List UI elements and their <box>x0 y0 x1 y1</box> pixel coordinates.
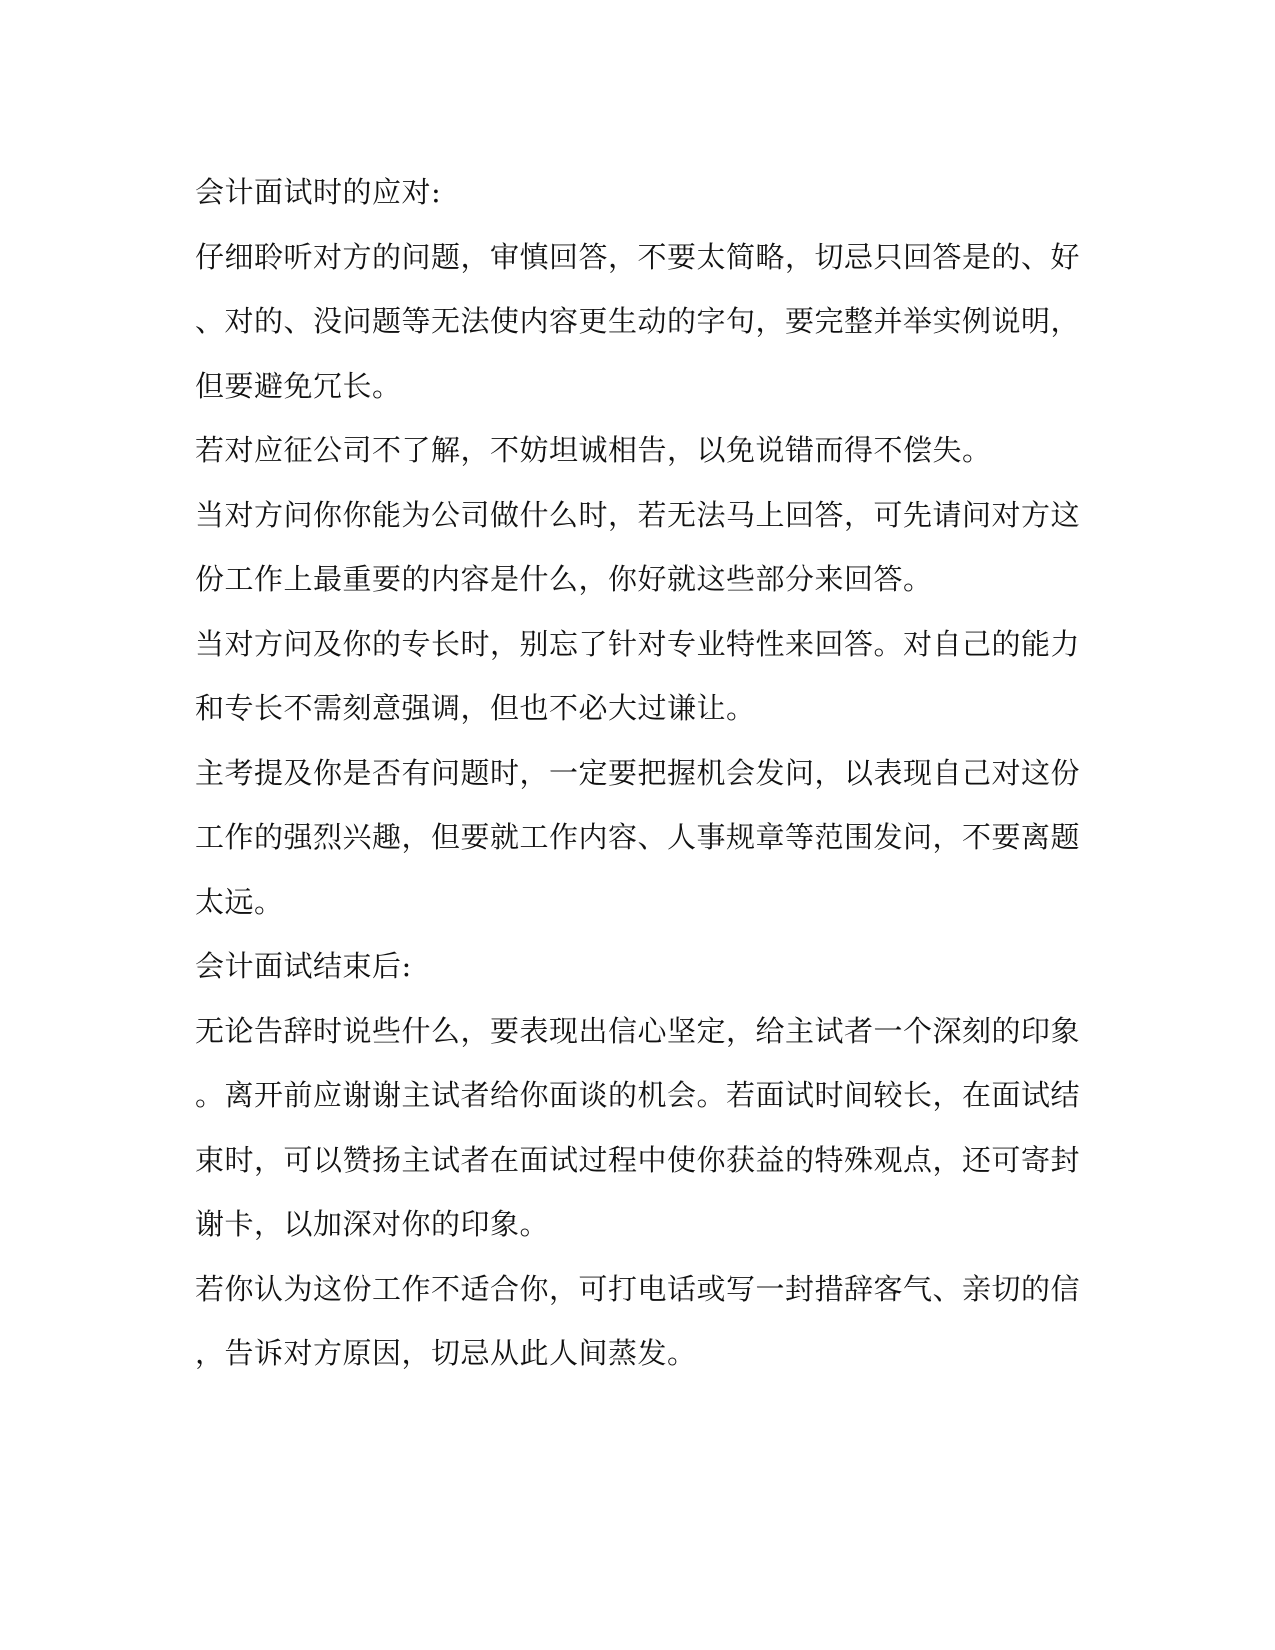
paragraph-line: 、对的、没问题等无法使内容更生动的字句，要完整并举实例说明， <box>195 304 1081 338</box>
paragraph-line: 份工作上最重要的内容是什么，你好就这些部分来回答。 <box>195 562 933 596</box>
paragraph-line: 太远。 <box>195 884 284 919</box>
paragraph-line: 仔细聆听对方的问题，审慎回答，不要太简略，切忌只回答是的、好 <box>195 239 1081 274</box>
paragraph-line: 无论告辞时说些什么，要表现出信心坚定，给主试者一个深刻的印象 <box>195 1013 1081 1048</box>
document-body <box>195 160 1081 1386</box>
paragraph-line: ，告诉对方原因，切忌从此人间蒸发。 <box>195 1336 697 1370</box>
paragraph-line: 当对方问及你的专长时，别忘了针对专业特性来回答。对自己的能力 <box>195 626 1081 661</box>
paragraph-line: 若对应征公司不了解，不妨坦诚相告，以免说错而得不偿失。 <box>195 433 992 467</box>
paragraph-line: 工作的强烈兴趣，但要就工作内容、人事规章等范围发问，不要离题 <box>195 820 1081 854</box>
section-heading-interview-response: 会计面试时的应对: <box>195 175 442 209</box>
paragraph-line: 谢卡，以加深对你的印象。 <box>195 1207 550 1241</box>
section-heading-after-interview: 会计面试结束后: <box>195 949 412 983</box>
paragraph-line: 若你认为这份工作不适合你，可打电话或写一封措辞客气、亲切的信 <box>195 1271 1081 1306</box>
paragraph-line: 但要避免冗长。 <box>195 368 402 403</box>
paragraph-line: 和专长不需刻意强调，但也不必大过谦让。 <box>195 691 756 725</box>
paragraph-line: 主考提及你是否有问题时，一定要把握机会发问，以表现自己对这份 <box>195 755 1081 790</box>
paragraph-line: 当对方问你你能为公司做什么时，若无法马上回答，可先请问对方这 <box>195 497 1081 532</box>
paragraph-line: 。离开前应谢谢主试者给你面谈的机会。若面试时间较长，在面试结 <box>195 1078 1081 1112</box>
paragraph-line: 束时，可以赞扬主试者在面试过程中使你获益的特殊观点，还可寄封 <box>195 1142 1081 1177</box>
